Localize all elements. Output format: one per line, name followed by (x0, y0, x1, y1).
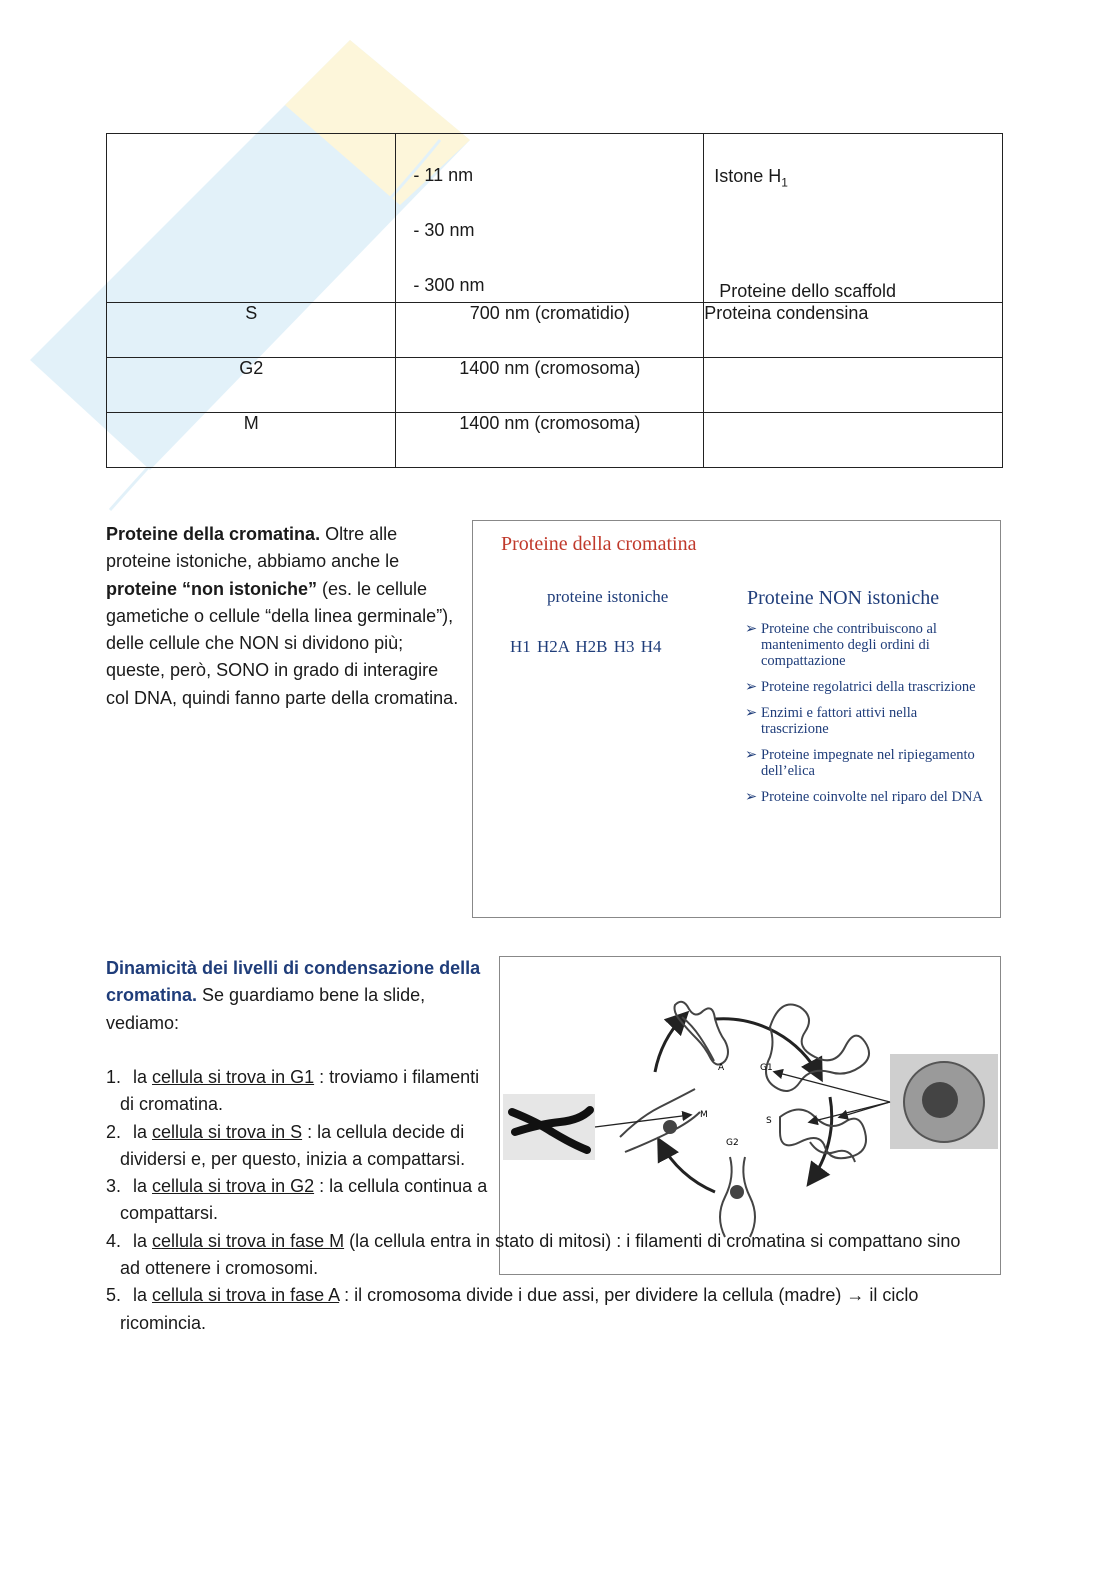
dimension-300nm: - 300 nm (413, 275, 485, 295)
table-cell-proteins (704, 134, 1003, 303)
table-cell-phase: S (107, 302, 396, 357)
phase-label-s: S (766, 1116, 772, 1126)
non-histone-list (745, 621, 985, 815)
table-row (107, 302, 1003, 357)
table-cell-protein (704, 412, 1003, 467)
paragraph-text: (es. le cellule gametiche o cellule “della linea germinale”), delle cellule che NON si dividono più; queste, però, SONO in grado di interagire col DNA, quindi fanno parte della cromatina. (106, 578, 459, 708)
paragraph-text: Se guardiamo bene la slide, vediamo: (106, 985, 426, 1033)
table-cell-phase: G2 (107, 357, 396, 412)
list-item: ➢ Proteine che contribuiscono al mantenimento degli ordini di compattazione (745, 621, 937, 669)
histone-h1-label: Istone $H_1$ (714, 166, 788, 190)
bold-term: proteine “non istoniche” (106, 578, 318, 599)
list-item: 3. la cellula si trova in G2 : la cellula continua a compattarsi. (106, 1176, 488, 1224)
phase-label-g1: G1 (760, 1063, 773, 1073)
chromatin-proteins-paragraph (106, 521, 466, 712)
phase-label-g2: G2 (726, 1138, 739, 1148)
arrow-bullet-icon: ➢ (745, 747, 758, 763)
chromatin-proteins-slide (472, 520, 1001, 918)
histone-list: H1 H2A H2B H3 H4 (510, 637, 662, 656)
arrow-bullet-icon: ➢ (745, 679, 758, 695)
list-item: 5. la cellula si trova in fase A : il cromosoma divide i due assi, per dividere la cellula (madre) → il ciclo ricomincia. (106, 1285, 919, 1333)
chromosome-a (675, 1002, 729, 1065)
paragraph-text: Oltre alle proteine istoniche, abbiamo anche le (106, 524, 400, 572)
section-heading: Proteine della cromatina. (106, 524, 321, 544)
condensation-dynamics-paragraph (106, 955, 491, 1037)
scaffold-proteins-label: Proteine dello scaffold (719, 280, 897, 301)
section-heading: Dinamicità dei livelli di condensazione della cromatina. (106, 958, 481, 1006)
slide-title: Proteine della cromatina (501, 533, 697, 555)
list-item: ➢ Proteine coinvolte nel riparo del DNA (745, 789, 983, 805)
phase-label-a: A (718, 1063, 725, 1073)
arrow-bullet-icon: ➢ (745, 621, 758, 637)
list-item: ➢ Proteine impegnate nel ripiegamento dell’elica (745, 747, 975, 779)
table-cell-phase: M (107, 412, 396, 467)
table-cell-dimension: 700 nm (cromatidio) (396, 302, 704, 357)
condensation-levels-table (106, 133, 1003, 468)
table-row (107, 357, 1003, 412)
cell-cycle-steps-list (106, 1064, 986, 1337)
table-cell-dimension: 1400 nm (cromosoma) (396, 357, 704, 412)
arrow-bullet-icon: ➢ (745, 705, 758, 721)
list-item: ➢ Enzimi e fattori attivi nella trascrizione (745, 705, 918, 737)
non-histone-proteins-label: Proteine NON istoniche (747, 587, 940, 609)
table-row (107, 134, 1003, 303)
phase-label-m: M (700, 1110, 708, 1120)
table-cell-phase (107, 134, 396, 303)
table-cell-protein: Proteina condensina (704, 302, 1003, 357)
list-item: 2. la cellula si trova in S : la cellula decide di dividersi e, per questo, inizia a compattarsi. (106, 1121, 466, 1169)
list-item: 1. la cellula si trova in G1 : troviamo i filamenti di cromatina. (106, 1067, 480, 1115)
dimension-30nm: - 30 nm (413, 220, 475, 240)
histone-proteins-label: proteine istoniche (547, 587, 669, 606)
table-cell-dimension: 1400 nm (cromosoma) (396, 412, 704, 467)
list-item: ➢ Proteine regolatrici della trascrizione (745, 679, 976, 695)
table-row (107, 412, 1003, 467)
list-item: 4. la cellula si trova in fase M (la cellula entra in stato di mitosi) : i filamenti di cromatina si compattano sino ad ottenere i cromosomi. (106, 1230, 961, 1279)
table-cell-protein (704, 357, 1003, 412)
arrow-bullet-icon: ➢ (745, 789, 758, 805)
dimension-11nm: - 11 nm (413, 165, 474, 185)
table-cell-dimensions (396, 134, 704, 303)
